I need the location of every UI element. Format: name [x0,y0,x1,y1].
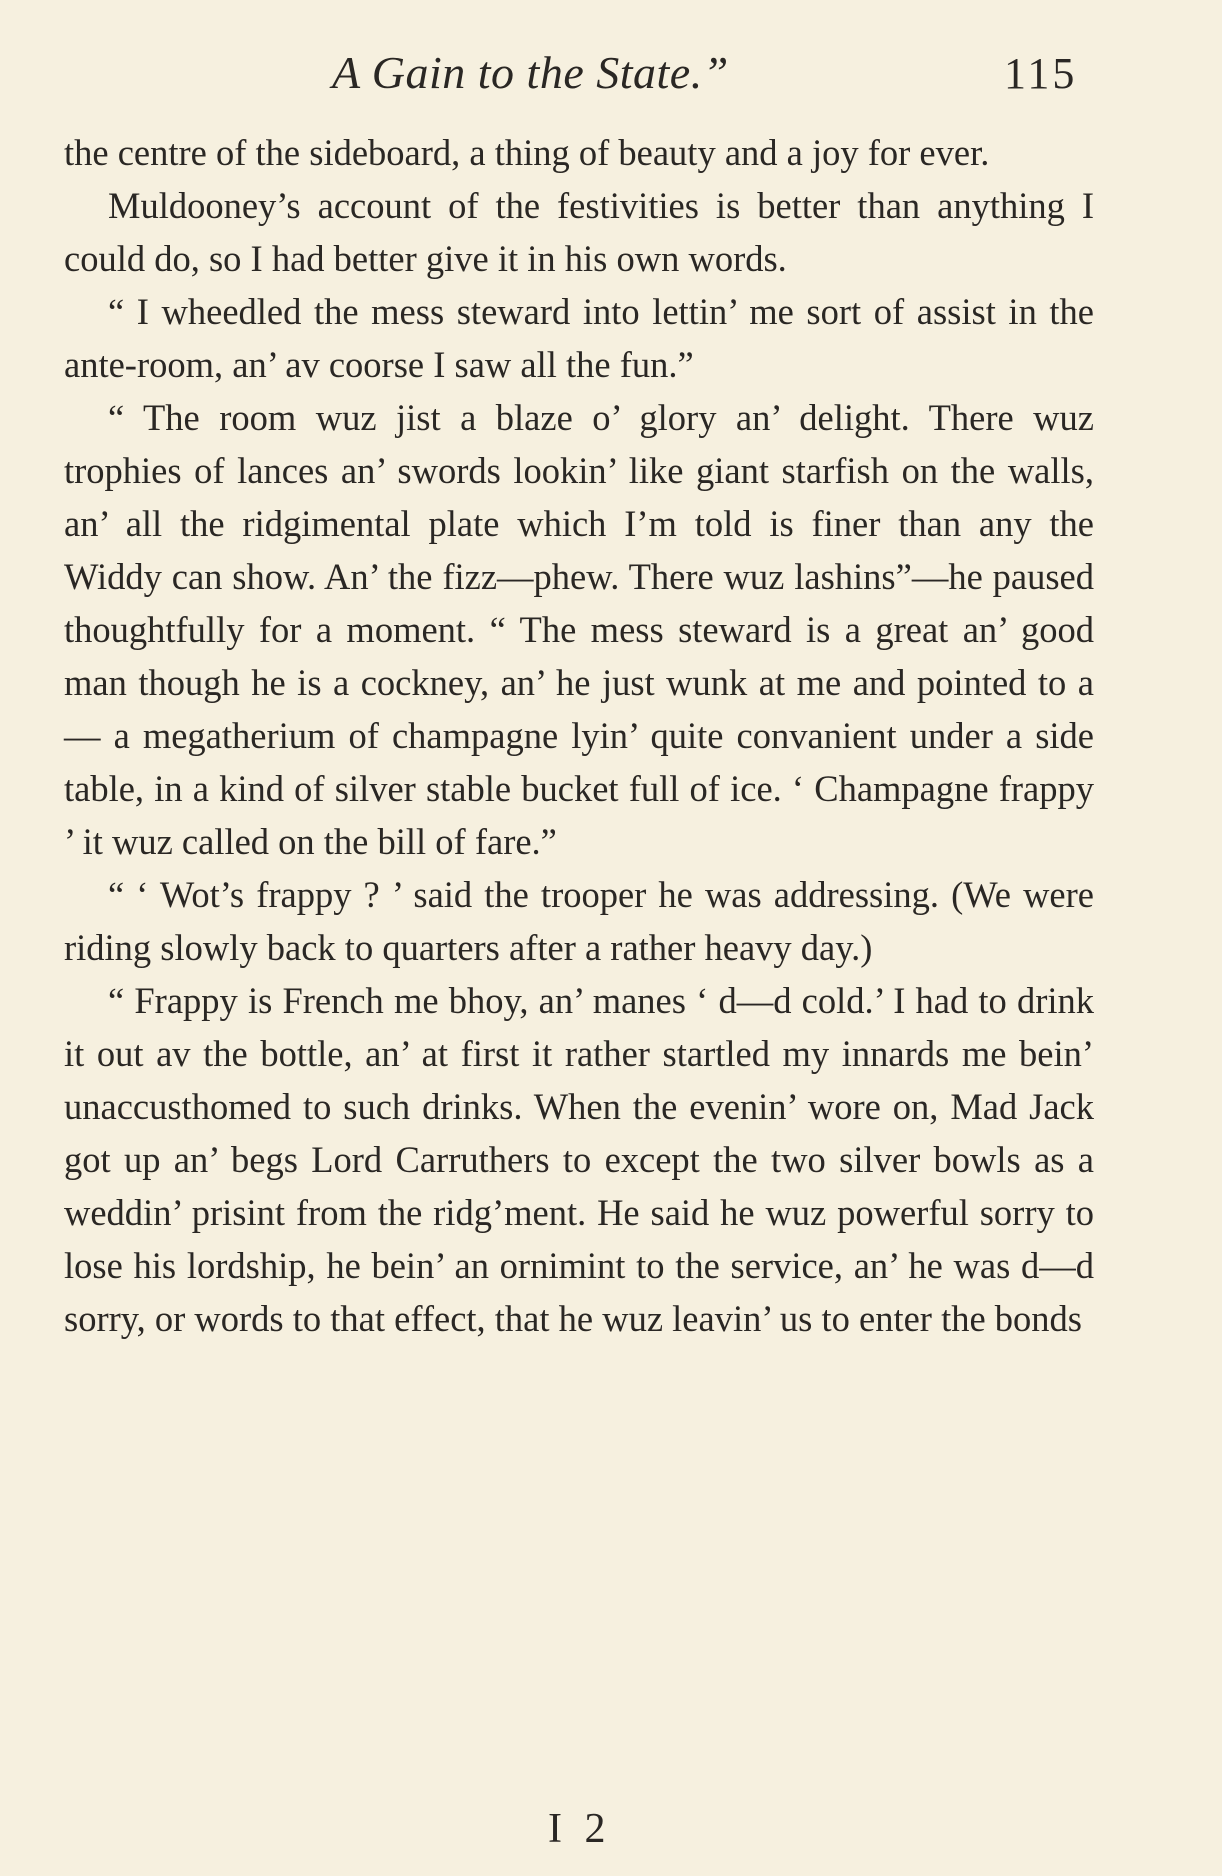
paragraph: Muldooney’s account of the festivities is better than anything I could do, so I had better give it in his own words. [64,185,1094,279]
signature-mark: I 2 [548,1806,612,1852]
paragraph: “ ‘ Wot’s frappy ? ’ said the trooper he was addressing. (We were riding slowly back to quarters after a rather heavy day.) [64,874,1094,968]
body-text [64,126,1094,1345]
running-head [0,40,1222,100]
paragraph: the centre of the sideboard, a thing of beauty and a joy for ever. [64,132,990,173]
running-title: A Gain to the State.” [332,47,729,98]
paragraph: “ Frappy is French me bhoy, an’ manes ‘ d—d cold.’ I had to drink it out av the bottle, an’ at first it rather startled my innards me bein’ unaccusthomed to such drinks. When the evenin’ wore on, Mad Jack got up an’ begs Lord Carruthers to except the two silver bowls as a weddin’ prisint from the ridg’ment. He said he wuz powerful sorry to lose his lordship, he bein’ an ornimint to the service, an’ he was d—d sorry, or words to that effect, that he wuz leavin’ us to enter the bonds [64,980,1094,1339]
paragraph: “ I wheedled the mess steward into lettin’ me sort of assist in the ante-room, an’ av coorse I saw all the fun.” [64,291,1094,385]
paragraph: “ The room wuz jist a blaze o’ glory an’ delight. There wuz trophies of lances an’ swords lookin’ like giant starfish on the walls, an’ all the ridgimental plate which I’m told is finer than any the Widdy can show. An’ the fizz—phew. There wuz lashins”—he paused thoughtfully for a moment. “ The mess steward is a great an’ good man though he is a cockney, an’ he just wunk at me and pointed to a— a megatherium of champagne lyin’ quite convanient under a side table, in a kind of silver stable bucket full of ice. ‘ Champagne frappy ’ it wuz called on the bill of fare.” [64,397,1094,862]
page-number: 115 [1004,49,1078,98]
